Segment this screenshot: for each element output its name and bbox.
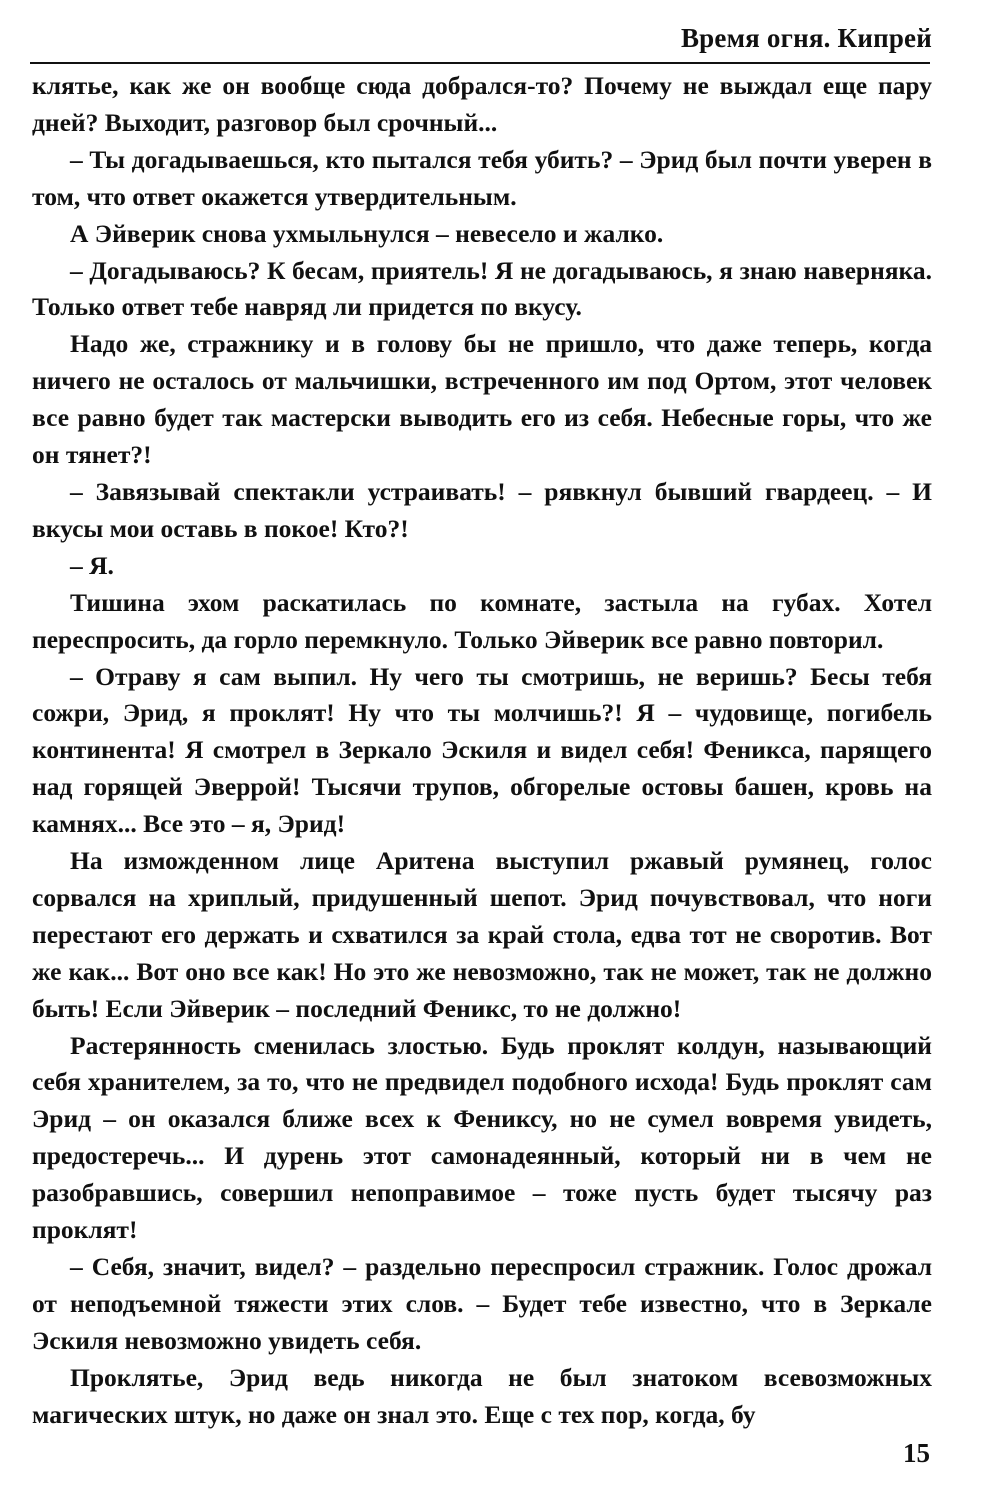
running-header: Время огня. Кипрей — [680, 23, 932, 53]
paragraph-6: – Завязывай спектакли устраивать! – рявкнул бывший гвардеец. – И вкусы мои оставь в покое! Кто?! — [32, 476, 932, 543]
paragraph-5: Надо же, стражнику и в голову бы не пришло, что даже теперь, когда ничего не осталось от мальчишки, встреченного им под Ортом, этот человек все равно будет так мастерски выводить его из себя. Небесные горы, что же он тянет?! — [32, 329, 932, 470]
paragraph-8: Тишина эхом раскатилась по комнате, застыла на губах. Хотел переспросить, да горло перемкнуло. Только Эйверик все равно повторил. — [32, 587, 932, 654]
text-body — [32, 68, 932, 1434]
page-number: 15 — [903, 1438, 930, 1468]
book-page — [30, 0, 930, 1490]
paragraph-9: – Отраву я сам выпил. Ну чего ты смотришь, не веришь? Бесы тебя сожри, Эрид, я проклят! Ну что ты молчишь?! Я – чудовище, погибель континента! Я смотрел в Зеркало Эскиля и видел себя! Феникса, парящего над горящей Эверрой! Тысячи трупов, обгорелые остовы башен, кровь на камнях... Все это – я, Эрид! — [32, 661, 932, 839]
paragraph-13: Проклятье, Эрид ведь никогда не был знатоком всевозможных магических штук, но даже он знал это. Еще с тех пор, когда, бу — [32, 1362, 932, 1429]
paragraph-10: На изможденном лице Аритена выступил ржавый румянец, голос сорвался на хриплый, придушенный шепот. Эрид почувствовал, что ноги перестают его держать и схватился за край стола, едва тот не своротив. Вот же как... Вот оно все как! Но это же невозможно, так не может, так не должно быть! Если Эйверик – последний Феникс, то не должно! — [32, 846, 932, 1023]
paragraph-3: А Эйверик снова ухмыльнулся – невесело и жалко. — [70, 218, 664, 248]
paragraph-1: клятье, как же он вообще сюда добрался-то? Почему не выждал еще пару дней? Выходит, разговор был срочный... — [32, 71, 932, 137]
paragraph-12: – Себя, значит, видел? – раздельно переспросил стражник. Голос дрожал от неподъемной тяжести этих слов. – Будет тебе известно, что в Зеркале Эскиля невозможно увидеть себя. — [32, 1252, 932, 1355]
paragraph-11: Растерянность сменилась злостью. Будь проклят колдун, называющий себя хранителем, за то, что не предвидел подобного исхода! Будь проклят сам Эрид – он оказался ближе всех к Фениксу, но не сумел вовремя увидеть, предостеречь... И дурень этот самонадеянный, который ни в чем не разобравшись, совершил непоправимое – тоже пусть будет тысячу раз проклят! — [32, 1030, 932, 1245]
paragraph-2: – Ты догадываешься, кто пытался тебя убить? – Эрид был почти уверен в том, что ответ окажется утвердительным. — [32, 144, 932, 211]
paragraph-4: – Догадываюсь? К бесам, приятель! Я не догадываюсь, я знаю наверняка. Только ответ тебе навряд ли придется по вкусу. — [32, 255, 932, 322]
header-rule — [30, 62, 930, 64]
paragraph-7: – Я. — [70, 550, 114, 580]
